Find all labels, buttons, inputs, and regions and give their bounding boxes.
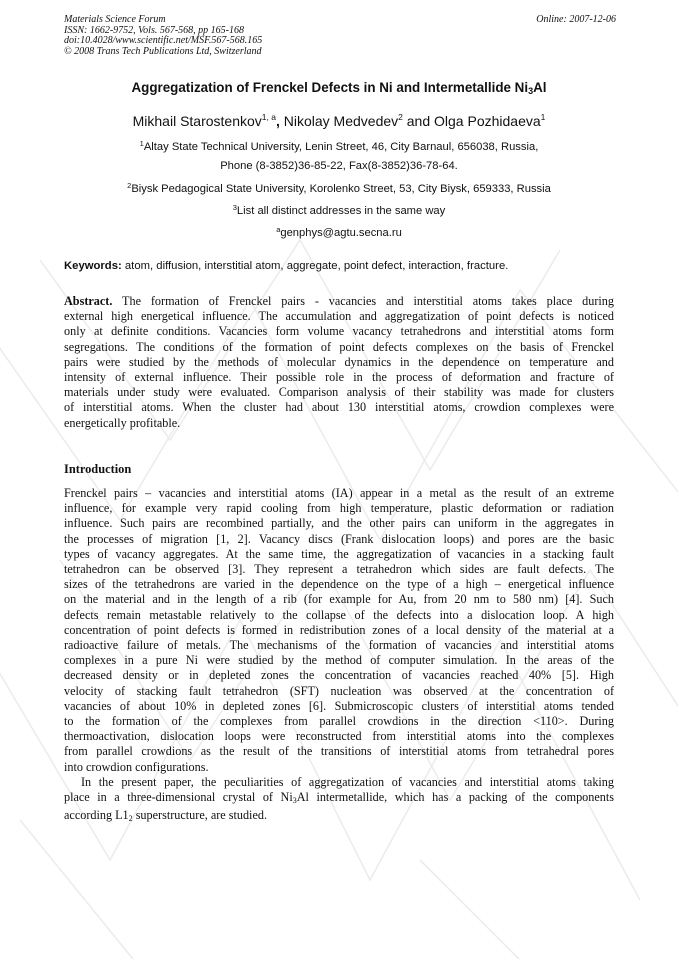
author-1: Mikhail Starostenkov xyxy=(132,113,262,129)
affiliation-1-sup: 1 xyxy=(139,139,144,148)
intro-line: on the material and in the length of a rib (for example for Au, from 20 nm to 580 nm) [4]. Such xyxy=(64,592,614,607)
intro-line: decreased density or in depleted zones the concentration of vacancies reached 40% [5]. High xyxy=(64,668,614,683)
journal-name: Materials Science Forum xyxy=(64,14,166,25)
title-main: Aggregatization of Frenckel Defects in Ni and Intermetallide Ni xyxy=(131,80,529,95)
intro-p2-line xyxy=(64,790,614,808)
online-date: Online: 2007-12-06 xyxy=(536,14,616,25)
affiliation-2 xyxy=(30,181,648,195)
affiliation-1-text: Altay State Technical University, Lenin Street, 46, City Barnaul, 656038, Russia, xyxy=(143,141,539,153)
introduction-heading: Introduction xyxy=(64,462,132,476)
author-separator: , xyxy=(275,113,280,129)
abstract-line: intensity of external influence. Their possible role in the process of deformation and fracture of xyxy=(64,370,614,385)
p2-line3-a: according L1 xyxy=(64,808,129,823)
abstract-line xyxy=(64,294,614,309)
intro-line: tetrahedron can be observed [3]. They represent a tetrahedron which sides are fault defects. The xyxy=(64,562,614,577)
intro-line: radioactive failure of metals. The mechanisms of the formation of vacancies and interstitial atoms xyxy=(64,638,614,653)
intro-line: concentration of point defects is formed in redistribution zones of a local density of the material at a xyxy=(64,622,614,637)
author-3-sup: 1 xyxy=(540,112,546,122)
intro-p2-line: In the present paper, the peculiarities of aggregatization of vacancies and interstitial atoms taking xyxy=(81,774,614,789)
introduction-body xyxy=(64,486,614,826)
affiliation-2-sup: 2 xyxy=(127,181,132,190)
abstract-line: segregations. The conditions of the formation of point defects complexes on the basis of Frenckel xyxy=(64,339,614,354)
intro-p2-line xyxy=(64,808,614,826)
p2-line2-a: place in a three-dimensional crystal of Ni xyxy=(64,790,293,805)
affiliation-2-text: Biysk Pedagogical State University, Korolenko Street, 53, City Biysk, 659333, Russia xyxy=(131,183,551,195)
abstract-line: only at definite conditions. Vacancies form volume vacancy tetrahedrons and interstitial atoms form xyxy=(64,324,614,339)
author-1-sup: 1, a xyxy=(261,112,276,122)
intro-line: defects remain metastable relatively to the collapse of the defects into a dislocation loop. A high xyxy=(64,607,614,622)
affiliation-phone-text: Phone (8-3852)36-85-22, Fax(8-3852)36-78-64. xyxy=(220,160,458,172)
title-end: Al xyxy=(533,80,547,95)
email-sup: a xyxy=(276,225,281,234)
doi-line: doi:10.4028/www.scientific.net/MSF.567-568.165 xyxy=(64,35,263,47)
intro-line: the processes of migration [1, 2]. Vacancy discs (Frank dislocation loops) and pores are the basic xyxy=(64,531,614,546)
affiliation-3 xyxy=(30,203,648,217)
abstract-line-text: The formation of Frenckel pairs - vacancies and interstitial atoms takes place during xyxy=(112,294,614,308)
intro-line: to the formation of the complexes from parallel crowdions in the direction <110>. During xyxy=(64,714,614,729)
intro-line: Frenckel pairs – vacancies and interstitial atoms (IA) appear in a metal as the result of an extreme xyxy=(64,486,614,500)
intro-line: influence, for example very rapid cooling from high temperature, plastic deformation or radiation xyxy=(64,501,614,516)
p2-line2-b: Al intermetallide, which has a packing of the components xyxy=(296,790,614,805)
copyright-line: © 2008 Trans Tech Publications Ltd, Switzerland xyxy=(64,45,262,57)
journal-header xyxy=(64,15,262,57)
p2-line2-sub: 3 xyxy=(292,796,297,806)
abstract-line: materials under study were evaluated. Comparison analysis of their stability was made for clusters xyxy=(64,385,614,400)
affiliation-phone xyxy=(30,160,648,172)
author-2-sup: 2 xyxy=(398,112,403,122)
intro-line: into crowdion configurations. xyxy=(64,759,209,774)
abstract-line: of interstitial atoms. When the cluster had about 130 interstitial atoms, crowdion complexes were xyxy=(64,400,614,415)
intro-line: sizes of the tetrahedrons are varied in the dependence on the type of a high – energetical influence xyxy=(64,577,614,592)
keywords xyxy=(64,260,624,272)
affiliation-1 xyxy=(30,139,648,153)
p2-line3-b: superstructure, are studied. xyxy=(132,808,267,823)
author-3: and Olga Pozhidaeva xyxy=(402,113,541,129)
intro-line: thermoactivation, dislocation loops were reconstructed from interstitial atoms into the complexes xyxy=(64,729,614,744)
affiliation-3-sup: 3 xyxy=(232,203,237,212)
intro-line: types of vacancy aggregates. At the same time, the aggregatization of vacancies in a stacking fault xyxy=(64,546,614,561)
abstract-line: external high energetical influence. The accumulation and aggregatization of point defects is noticed xyxy=(64,309,614,324)
intro-line: from parallel crowdions as the result of the transitions of interstitial atoms from tetrahedral pores xyxy=(64,744,614,759)
intro-line: vacancies of about 10% in depleted zones [6]. Submicroscopic clusters of interstitial atoms tended xyxy=(64,698,614,713)
abstract xyxy=(64,294,614,431)
email-text: genphys@agtu.secna.ru xyxy=(280,227,402,239)
affiliation-3-text: List all distinct addresses in the same way xyxy=(236,205,446,217)
title-subscript: 3 xyxy=(528,86,534,96)
intro-line: complexes in a pure Ni were studied by the method of computer simulation. In the areas of the xyxy=(64,653,614,668)
author-list xyxy=(40,112,638,129)
abstract-line: pairs were studied by the methods of molecular dynamics in the dependence on temperature and xyxy=(64,354,614,369)
intro-line: influence. Such pairs are recombined partially, and the other pairs can uniform in the aggregates in xyxy=(64,516,614,531)
abstract-label: Abstract. xyxy=(64,294,113,308)
paper-title xyxy=(40,80,638,96)
abstract-line: energetically profitable. xyxy=(64,415,181,430)
author-2: Nikolay Medvedev xyxy=(279,113,399,129)
keywords-label: Keywords: xyxy=(64,260,122,272)
issn-line: ISSN: 1662-9752, Vols. 567-568, pp 165-168 xyxy=(64,24,244,36)
intro-line: velocity of stacking fault tetrahedron (SFT) nucleation was observed at the concentration of xyxy=(64,683,614,698)
p2-line3-sub: 2 xyxy=(128,814,133,824)
author-email xyxy=(30,225,648,239)
keywords-text: atom, diffusion, interstitial atom, aggregate, point defect, interaction, fracture. xyxy=(121,260,509,272)
